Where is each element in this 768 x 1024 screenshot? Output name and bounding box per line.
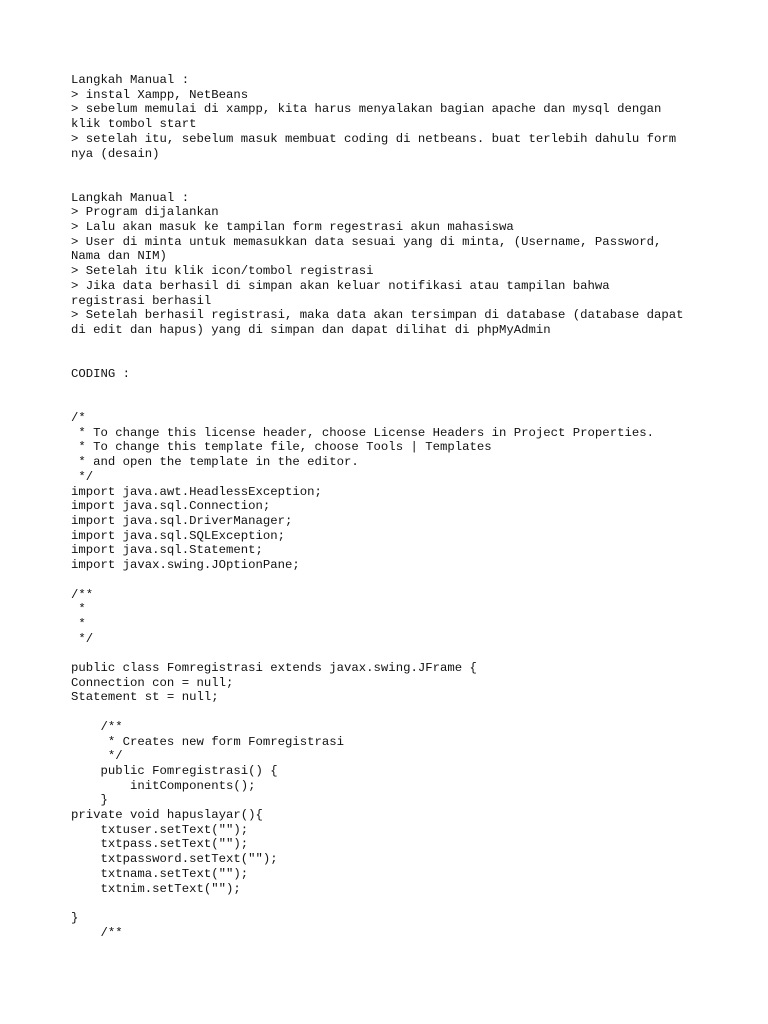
code-line: txtnama.setText(""); <box>71 866 249 881</box>
section-heading: Langkah Manual : <box>71 190 190 205</box>
code-line: * <box>71 616 86 631</box>
code-line: } <box>71 793 108 808</box>
code-line: txtpassword.setText(""); <box>71 852 278 867</box>
code-line: public class Fomregistrasi extends javax.swing.JFrame { <box>71 661 477 675</box>
text-line: > Jika data berhasil di simpan akan keluar notifikasi atau tampilan bahwa <box>71 278 610 293</box>
code-line: import java.sql.Connection; <box>71 499 271 514</box>
code-class-declaration <box>71 661 721 705</box>
code-line: public Fomregistrasi() { <box>71 763 278 778</box>
steps-section-1 <box>71 73 721 161</box>
code-line: } <box>71 910 79 925</box>
code-line: * Creates new form Fomregistrasi <box>71 734 345 749</box>
code-line: * To change this license header, choose License Headers in Project Properties. <box>71 425 654 440</box>
code-doc-comment <box>71 588 721 647</box>
code-line: */ <box>71 469 94 484</box>
code-line: import java.sql.Statement; <box>71 543 263 558</box>
code-line: import java.awt.HeadlessException; <box>71 484 322 499</box>
text-line: > setelah itu, sebelum masuk membuat coding di netbeans. buat terlebih dahulu form <box>71 131 677 146</box>
code-line: initComponents(); <box>71 778 256 793</box>
code-line: /** <box>71 925 123 940</box>
code-block <box>71 411 721 940</box>
code-constructor <box>71 720 721 896</box>
text-line: registrasi berhasil <box>71 293 212 308</box>
code-line: private void hapuslayar(){ <box>71 808 263 823</box>
code-line: */ <box>71 749 123 764</box>
code-line: /** <box>71 719 123 734</box>
text-line: > Program dijalankan <box>71 205 219 220</box>
text-line: > sebelum memulai di xampp, kita harus menyalakan bagian apache dan mysql dengan <box>71 102 662 117</box>
text-line: > Setelah berhasil registrasi, maka data akan tersimpan di database (database dapat <box>71 308 684 323</box>
code-line: Statement st = null; <box>71 690 219 705</box>
code-closing <box>71 911 721 940</box>
code-line: txtuser.setText(""); <box>71 822 249 837</box>
code-line: txtpass.setText(""); <box>71 837 249 852</box>
text-line: > Lalu akan masuk ke tampilan form regestrasi akun mahasiswa <box>71 220 514 234</box>
text-line: > Setelah itu klik icon/tombol registrasi <box>71 264 374 279</box>
text-line: nya (desain) <box>71 146 160 161</box>
code-line: /** <box>71 587 94 602</box>
code-line: * <box>71 602 86 617</box>
code-line: txtnim.setText(""); <box>71 881 241 896</box>
code-line: Connection con = null; <box>71 675 234 690</box>
code-line: import java.sql.SQLException; <box>71 528 286 543</box>
code-line: import javax.swing.JOptionPane; <box>71 558 300 573</box>
steps-section-2 <box>71 191 721 338</box>
text-line: > instal Xampp, NetBeans <box>71 87 249 102</box>
code-header-comment <box>71 411 721 485</box>
section-heading: Langkah Manual : <box>71 73 190 87</box>
text-line: di edit dan hapus) yang di simpan dan dapat dilihat di phpMyAdmin <box>71 322 551 337</box>
document-page <box>71 73 721 940</box>
text-line: > User di minta untuk memasukkan data sesuai yang di minta, (Username, Password, <box>71 234 662 249</box>
text-line: klik tombol start <box>71 117 197 132</box>
code-line: */ <box>71 631 94 646</box>
text-line: Nama dan NIM) <box>71 249 167 264</box>
code-line: * To change this template file, choose Tools | Templates <box>71 440 492 455</box>
code-imports <box>71 485 721 573</box>
code-line: import java.sql.DriverManager; <box>71 514 293 528</box>
code-line: * and open the template in the editor. <box>71 455 359 470</box>
coding-heading: CODING : <box>71 367 131 381</box>
code-line: /* <box>71 411 86 426</box>
